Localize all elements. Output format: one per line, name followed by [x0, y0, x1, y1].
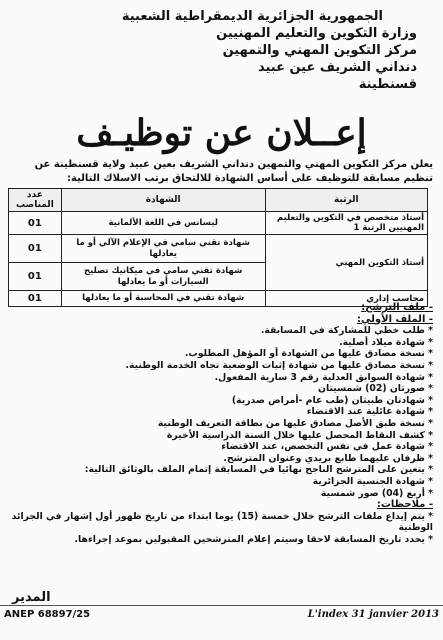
newspaper-date: L'index 31 janvier 2013 [307, 609, 439, 620]
note-item: * يتم إيداع ملفات الترشح خلال خمسة (15) يوما ابتداء من تاريخ ظهور أول إشهار في الجرائد الوطنية [11, 510, 433, 534]
header-line-ministry: وزارة التكوين والتعليم المهنيين [216, 26, 417, 41]
rank-cell: محاسب إداري [265, 291, 427, 307]
header-line-city: قسنطينة [358, 77, 417, 92]
table-row [9, 212, 428, 235]
header-line-location: دنداني الشريف عين عبيد [257, 60, 417, 75]
list-item: * ظرفان عليهما طابع بريدي وعنوان المترشح. [223, 452, 433, 464]
header-line-republic: الجمهورية الجزائرية الديمقراطية الشعبية [121, 9, 383, 24]
list-item: * يتعين على المترشح الناجح نهائيا في المسابقة إتمام الملف بالوثائق التالية: [84, 464, 433, 476]
table-header-row [9, 189, 428, 212]
list-item: * نسخة طبق الأصل مصادق عليها من بطاقة التعريف الوطنية [157, 417, 433, 429]
count-cell: 01 [9, 212, 62, 235]
count-cell: 01 [9, 291, 62, 307]
list-item: * شهادة عمل في نفس التخصص، عند الاقتضاء [221, 441, 433, 453]
count-cell: 01 [9, 263, 62, 291]
publication-footer [0, 605, 443, 622]
positions-table [8, 188, 428, 307]
rank-cell: أستاذ متخصص في التكوين والتعليم المهنيين الرتبة 1 [265, 212, 427, 235]
list-item: * أربع (04) صور شمسية [320, 487, 433, 499]
section-title-file: - ملف الترشح: [361, 302, 433, 313]
header-rank: الرتبة [265, 189, 427, 212]
section-title-initial-file: - الملف الأولي: [357, 313, 433, 325]
count-cell: 01 [9, 235, 62, 263]
list-item: * كشف النقاط المحصل عليها خلال السنة الدراسية الأخيرة [166, 429, 433, 441]
certificate-cell: ليسانس في اللغة الألمانية [61, 212, 265, 235]
note-item: * يحدد تاريخ المسابقة لاحقا وسيتم إعلام المترشحين المقبولين بموعد إجراءها. [74, 533, 433, 545]
header-count: عدد المناصب [9, 189, 62, 212]
list-item: * طلب خطي للمشاركة في المسابقة. [260, 325, 433, 337]
list-item: * نسخة مصادق عليها من الشهادة أو المؤهل المطلوب. [184, 348, 433, 360]
intro-paragraph: يعلن مركز التكوين المهني والتمهين دنداني الشريف بعين عبيد ولاية قسنطينة عن تنظيم مسابقة للتوظيف على أساس الشهادة للالتحاق برتب الاسلاك التالية: [34, 159, 433, 184]
list-item: * شهادة الجنسية الجزائرية [312, 475, 433, 487]
list-item: * شهادة ميلاد أصلية. [339, 336, 433, 348]
certificate-cell: شهادة تقني سامي في ميكانيك تصليح السيارات أو ما يعادلها [61, 263, 265, 291]
institution-header [122, 8, 417, 93]
rank-cell: أستاذ التكوين المهني [265, 235, 427, 291]
list-item: * شهادة عائلية عند الاقتضاء [306, 406, 433, 418]
director-signature: المدير [12, 590, 51, 605]
certificate-cell: شهادة تقني في المحاسبة أو ما يعادلها [61, 291, 265, 307]
page-title: إعــلان عن توظيـف [76, 112, 367, 154]
section-title-notes: - ملاحظات: [376, 499, 433, 511]
list-item: * شهادة السوابق العدلية رقم 3 سارية المفعول. [214, 371, 433, 383]
table-row [9, 235, 428, 263]
list-item: * صورتان (02) شمسيتان [318, 383, 433, 395]
anep-reference: ANEP 68897/25 [4, 609, 91, 620]
application-file-section [8, 302, 433, 545]
header-line-center: مركز التكوين المهني والتمهين [222, 43, 417, 58]
list-item: * شهادتان طبيتان (طب عام -أمراض صدرية) [231, 394, 433, 406]
certificate-cell: شهادة تقني سامي في الإعلام الآلي أو ما يعادلها [61, 235, 265, 263]
list-item: * نسخة مصادق عليها من شهادة إثبات الوضعية تجاه الخدمة الوطنية. [125, 359, 433, 371]
header-certificate: الشهادة [61, 189, 265, 212]
